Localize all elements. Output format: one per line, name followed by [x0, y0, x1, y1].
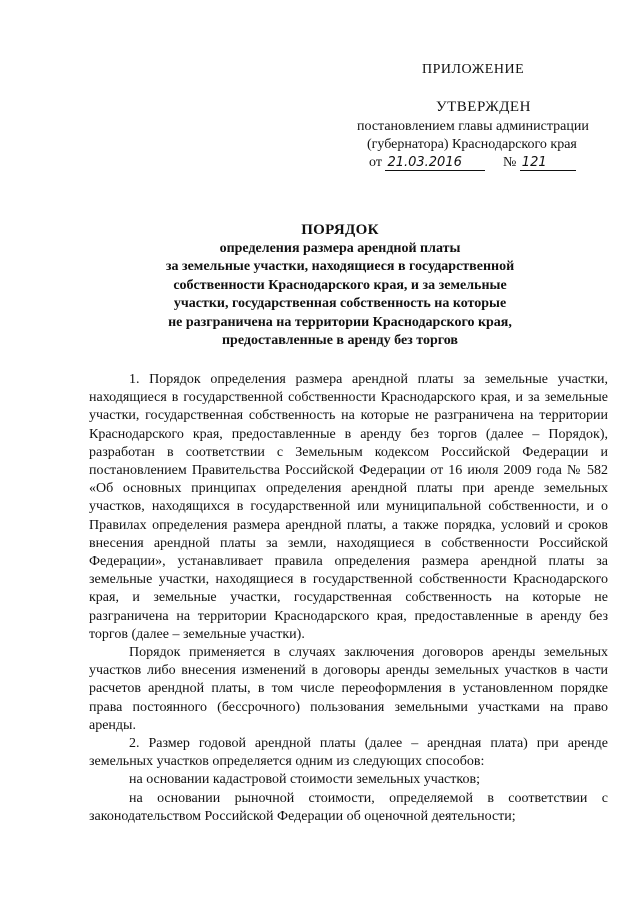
title-line: определения размера арендной платы	[219, 240, 461, 256]
paragraph: 2. Размер годовой арендной платы (далее – арендная плата) при аренде земельных участков определяется одним из следующих способов:	[89, 736, 608, 770]
title-line: собственности Краснодарского края, и за земельные	[173, 277, 507, 293]
title-line: не разграничена на территории Краснодарского края,	[168, 314, 512, 330]
title-main: ПОРЯДОК	[301, 222, 379, 238]
number-prefix: №	[502, 155, 517, 170]
title-line: за земельные участки, находящиеся в государственной	[165, 259, 515, 274]
handwritten-date: 21.03.2016	[385, 155, 485, 171]
approval-date-row	[369, 153, 576, 172]
paragraph: Порядок применяется в случаях заключения договоров аренды земельных участков либо внесения изменений в договоры аренды земельных участков в части расчетов арендной платы, в том числе переоформления в установленном порядке права постоянного (бессрочного) пользования земельными участками на право аренды.	[89, 645, 608, 733]
approved-heading: УТВЕРЖДЕН	[436, 99, 531, 115]
title-line: предоставленные в аренду без торгов	[221, 333, 458, 348]
approval-line-1: постановлением главы администрации	[357, 119, 589, 134]
document-title	[130, 221, 550, 351]
paragraph: на основании рыночной стоимости, определяемой в соответствии с законодательством Российской Федерации об оценочной деятельности;	[89, 790, 608, 824]
paragraph: 1. Порядок определения размера арендной платы за земельные участки, находящиеся в государственной собственности Краснодарского края, и за земельные участки, государственная собственность на которые не разграничена на территории Краснодарского края, предоставленные в аренду без торгов (далее – Порядок), разработан в соответствии с Земельным кодексом Российской Федерации и постановлением Правительства Российской Федерации от 16 июля 2009 года № 582 «Об основных принципах определения арендной платы при аренде земельных участков, находящихся в государственной или муниципальной собственности, и о Правилах определения размера арендной платы, а также порядка, условий и сроков внесения арендной платы за земли, находящиеся в собственности Российской Федерации», устанавливает правила определения размера арендной платы за земельные участки, находящиеся в государственной собственности Краснодарского края, и земельные участки, государственная собственность на которые не разграничена на территории Краснодарского края, предоставленные в аренду без торгов (далее – земельные участки).	[89, 372, 608, 642]
title-line: участки, государственная собственность на которые	[173, 296, 507, 311]
date-prefix: от	[369, 155, 382, 170]
paragraph: на основании кадастровой стоимости земельных участков;	[129, 772, 480, 788]
handwritten-number: 121	[520, 155, 576, 171]
appendix-heading: ПРИЛОЖЕНИЕ	[422, 62, 525, 77]
approval-line-2: (губернатора) Краснодарского края	[367, 137, 577, 152]
document-body	[89, 371, 608, 826]
